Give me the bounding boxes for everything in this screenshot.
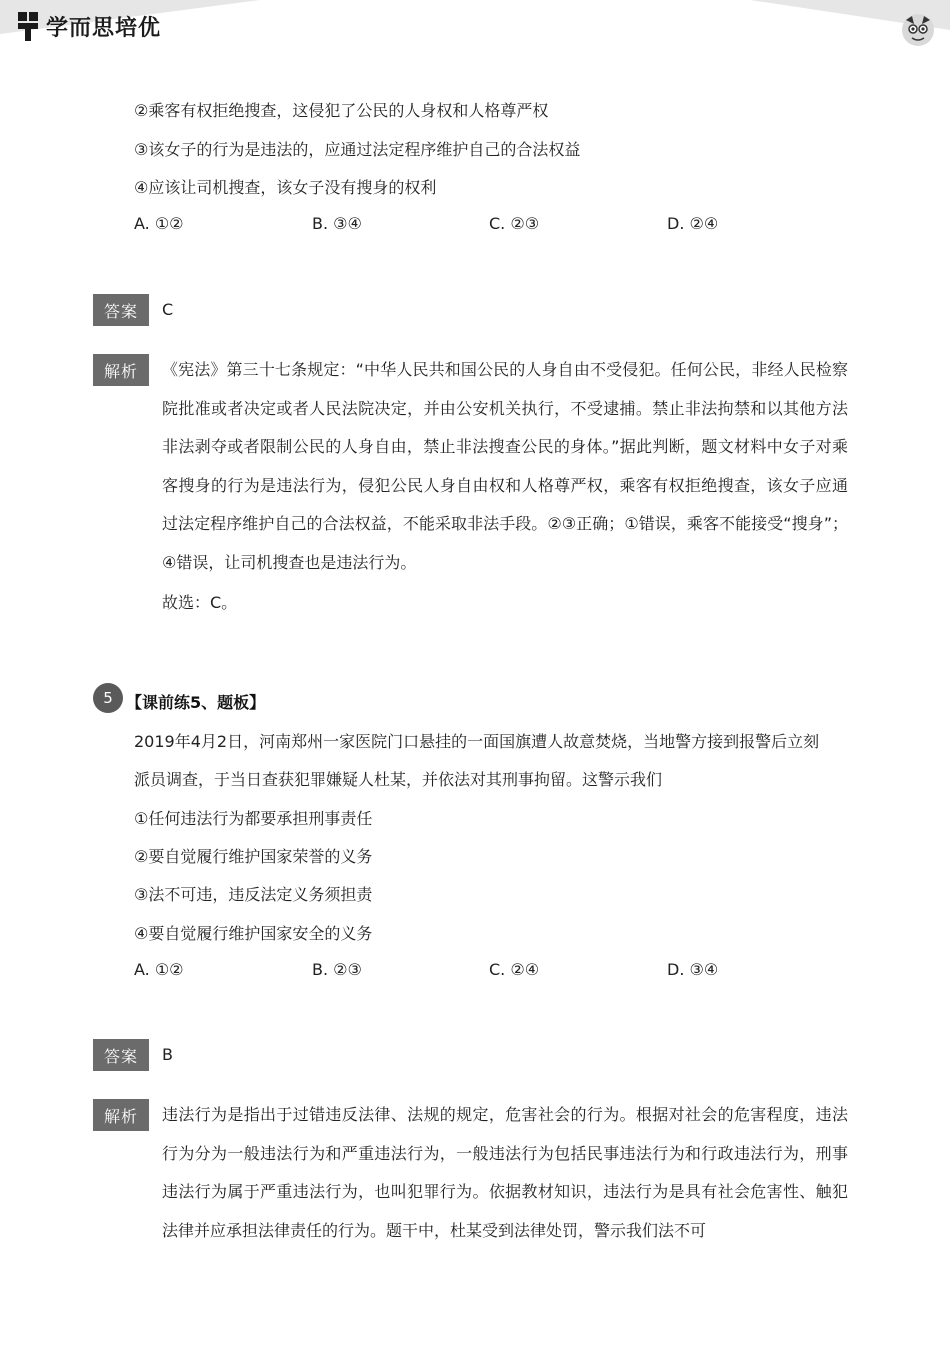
q5-option-b: B. ②③ <box>312 960 362 979</box>
q4-choice-2: ②乘客有权拒绝搜查，这侵犯了公民的人身权和人格尊严权 <box>134 101 549 120</box>
q4-analysis-text: 《宪法》第三十七条规定：“中华人民共和国公民的人身自由不受侵犯。任何公民，非经人民检察院批准或者决定或者人民法院决定，并由公安机关执行，不受逮捕。禁止非法拘禁和以其他方法非法剥夺或者限制公民的人身自由，禁止非法搜查公民的身体。”据此判断，题文材料中女子对乘客搜身的行为是违法行为，侵犯公民人身自由权和人格尊严权，乘客有权拒绝搜查，该女子应通过法定程序维护自己的合法权益，不能采取非法手段。②③正确；①错误，乘客不能接受“搜身”；④错误，让司机搜查也是违法行为。 <box>162 360 848 572</box>
q4-option-d: D. ②④ <box>667 214 719 233</box>
q5-stem-line-2: 派员调查，于当日查获犯罪嫌疑人杜某，并依法对其刑事拘留。这警示我们 <box>134 770 663 789</box>
q4-option-c: C. ②③ <box>489 214 540 233</box>
q5-option-c: C. ②④ <box>489 960 540 979</box>
q4-conclusion: 故选：C。 <box>162 593 238 612</box>
q5-choice-3: ③法不可违，违反法定义务须担责 <box>134 885 373 904</box>
q5-choice-2: ②要自觉履行维护国家荣誉的义务 <box>134 847 373 866</box>
q4-analysis-tag: 解析 <box>93 354 149 386</box>
q5-analysis-tag: 解析 <box>93 1099 149 1131</box>
q4-option-a: A. ①② <box>134 214 184 233</box>
q5-option-a: A. ①② <box>134 960 184 979</box>
brand-mark-icon <box>16 10 40 42</box>
q5-number-badge: 5 <box>93 683 123 713</box>
q4-choice-4: ④应该让司机搜查，该女子没有搜身的权利 <box>134 178 437 197</box>
brand-logo <box>16 10 161 42</box>
q5-title: 【课前练5、题板】 <box>126 693 266 712</box>
q4-choice-3: ③该女子的行为是违法的，应通过法定程序维护自己的合法权益 <box>134 140 581 159</box>
q5-choice-4: ④要自觉履行维护国家安全的义务 <box>134 924 373 943</box>
q5-option-d: D. ③④ <box>667 960 719 979</box>
mascot-icon <box>898 10 938 48</box>
brand-name: 学而思培优 <box>46 15 162 41</box>
q5-choice-1: ①任何违法行为都要承担刑事责任 <box>134 809 373 828</box>
q5-answer-value: B <box>162 1045 173 1064</box>
q4-answer-tag: 答案 <box>93 294 149 326</box>
q4-option-b: B. ③④ <box>312 214 362 233</box>
q4-answer-value: C <box>162 300 174 319</box>
q5-answer-tag: 答案 <box>93 1039 149 1071</box>
q5-analysis-text: 违法行为是指出于过错违反法律、法规的规定，危害社会的行为。根据对社会的危害程度，违法行为分为一般违法行为和严重违法行为，一般违法行为包括民事违法行为和行政违法行为，刑事违法行为属于严重违法行为，也叫犯罪行为。依据教材知识，违法行为是具有社会危害性、触犯法律并应承担法律责任的行为。题干中，杜某受到法律处罚，警示我们法不可 <box>162 1105 848 1240</box>
q5-stem-line-1: 2019年4月2日，河南郑州一家医院门口悬挂的一面国旗遭人故意焚烧，当地警方接到报警后立刻 <box>134 732 820 751</box>
